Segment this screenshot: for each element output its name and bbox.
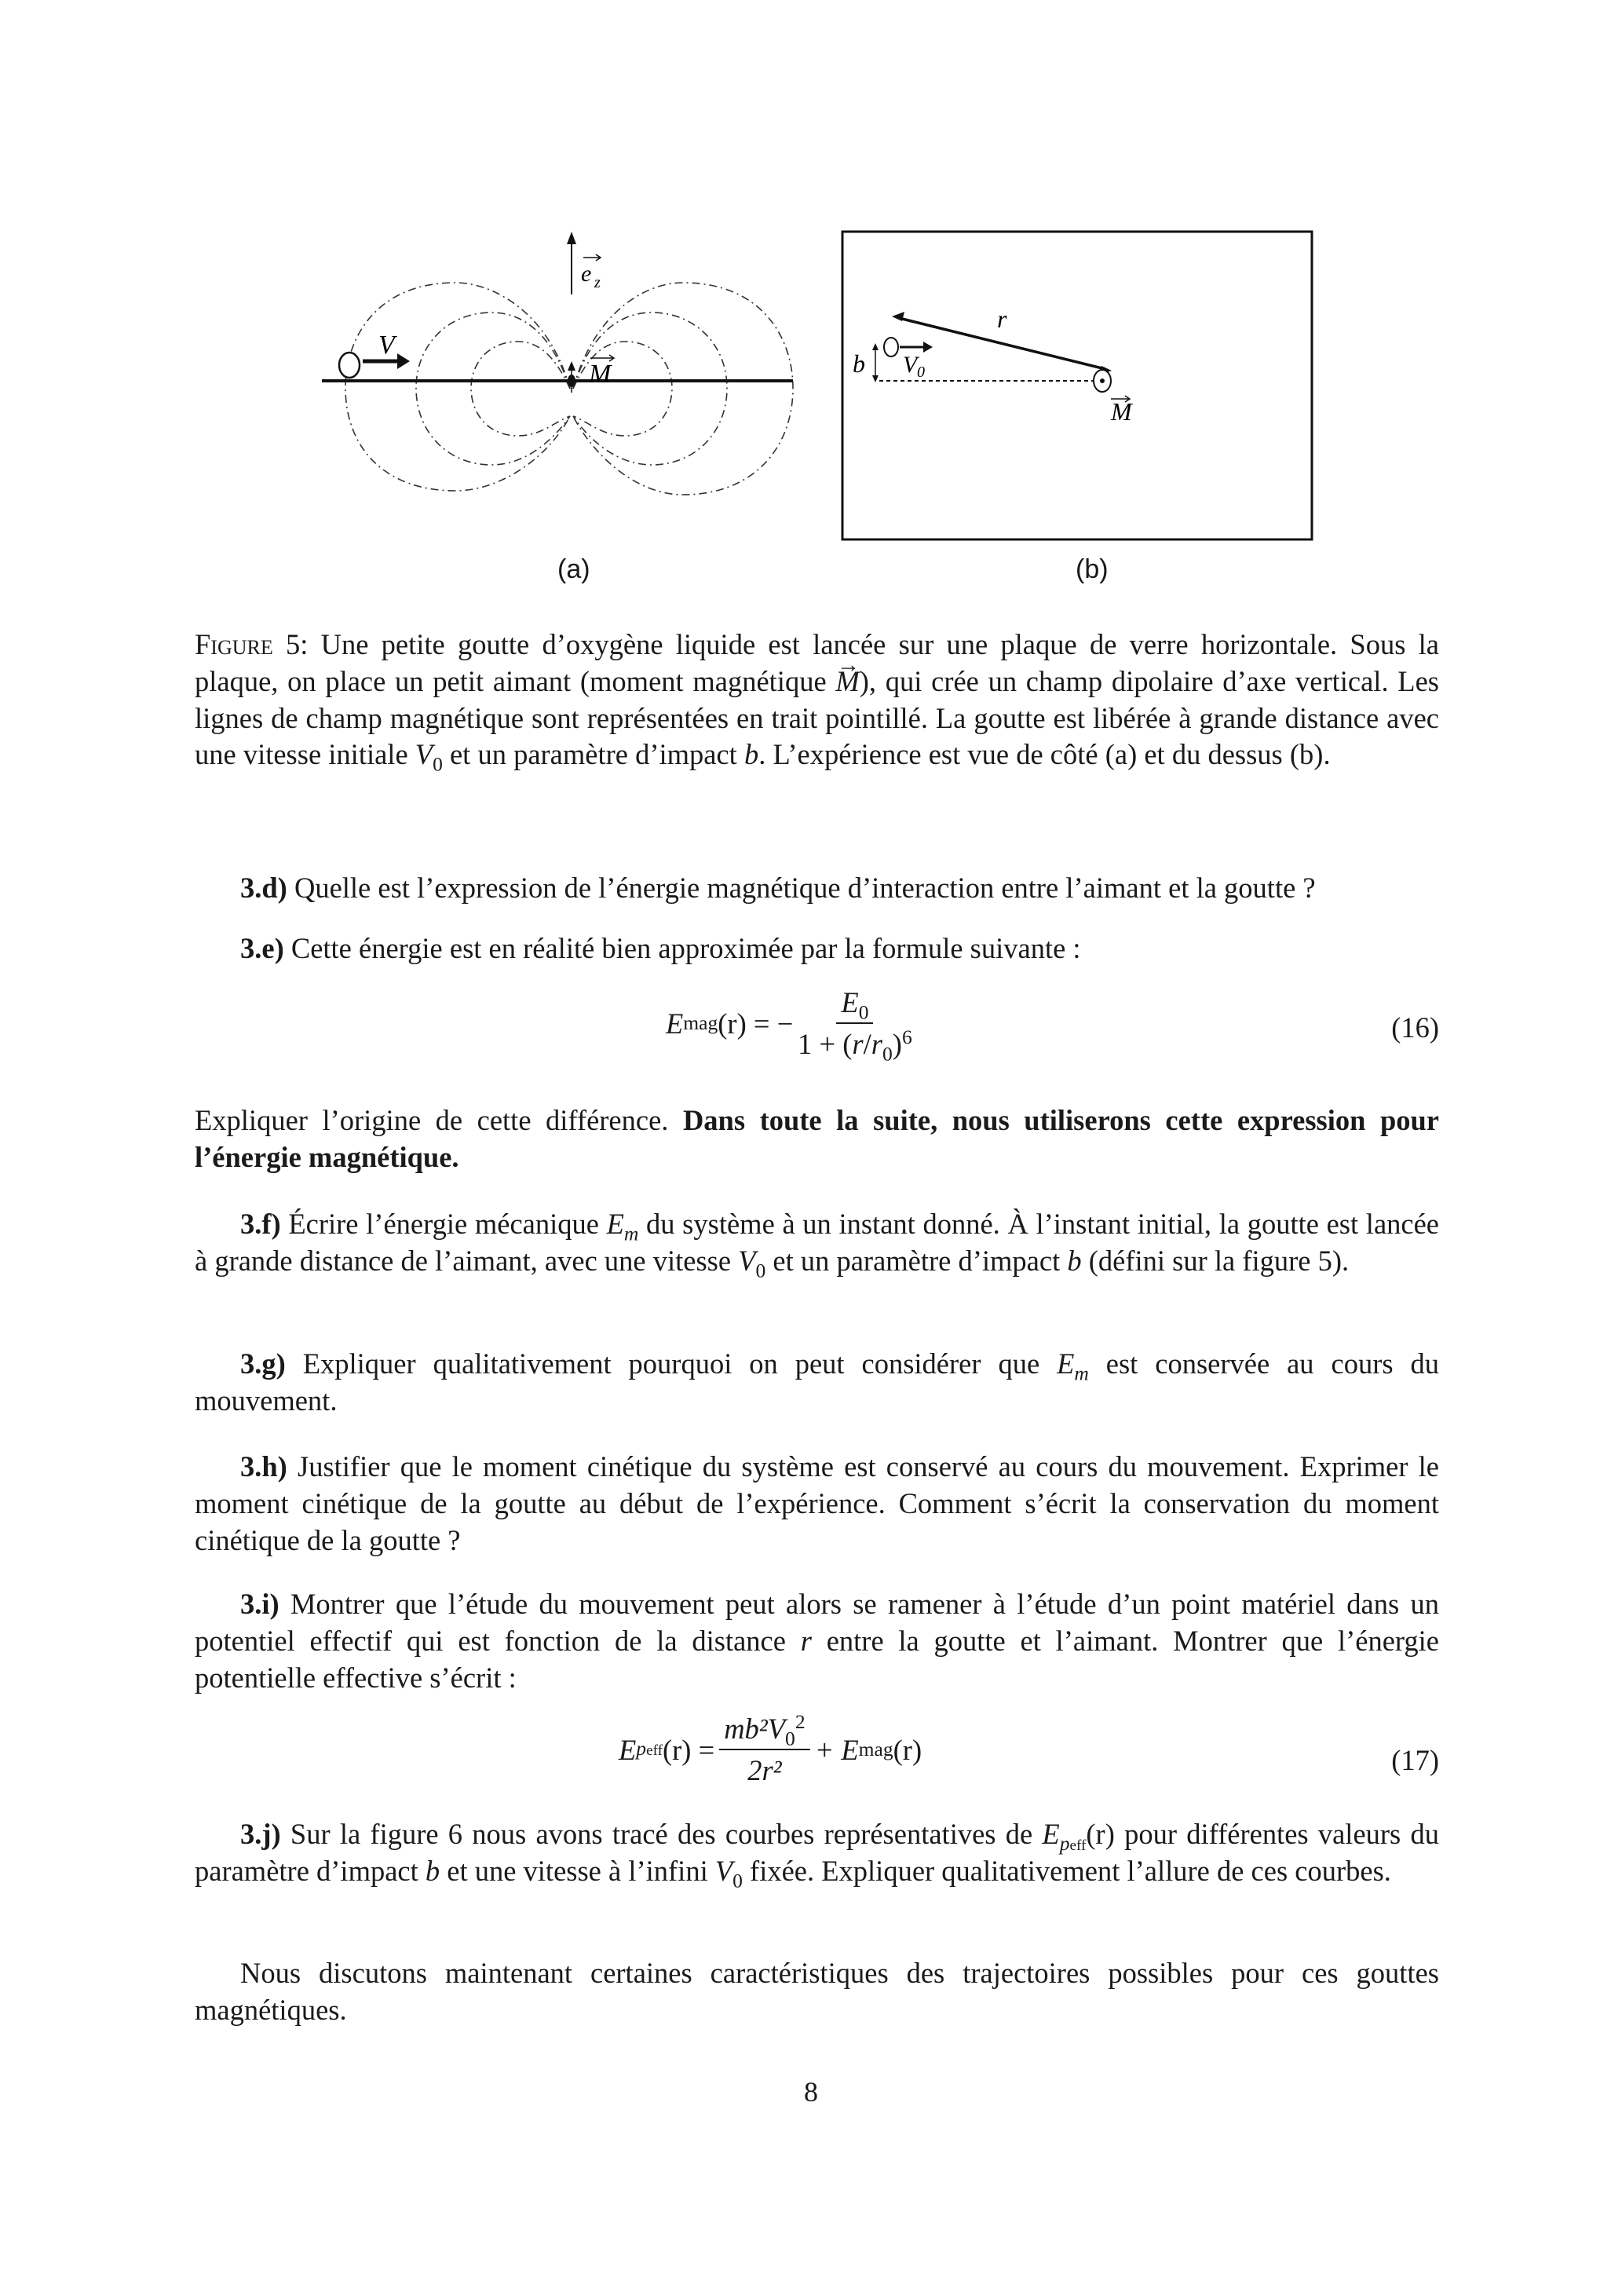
question-3i: 3.i) Montrer que l’étude du mouvement peut alors se ramener à l’étude d’un point matériel dans un potentiel effectif qui est fonction de la distance r entre la goutte et l’aimant. Montrer que l’énergie potentielle effective s’écrit : (195, 1588, 1439, 1694)
v0-label: V (903, 352, 918, 378)
equation-number: (17) (1391, 1744, 1439, 1776)
equation-number: (16) (1391, 1011, 1439, 1044)
figure-5a-side-view (314, 220, 809, 518)
figure-5b-top-view (840, 229, 1316, 543)
moment-label-a: M (589, 360, 612, 389)
distance-r-label: r (997, 305, 1007, 333)
velocity-label: V (378, 331, 395, 360)
question-3e: 3.e) Cette énergie est en réalité bien approximée par la formule suivante : (240, 932, 1081, 964)
question-3g: 3.g) Expliquer qualitativement pourquoi on peut considérer que $E_m$ est conservée au cours du mouvement. (195, 1347, 1439, 1417)
moment-label-b: M (1111, 397, 1132, 426)
paragraph-final: Nous discutons maintenant certaines caractéristiques des trajectoires possibles pour ces gouttes magnétiques. (195, 1957, 1439, 2026)
figure-b-label: (b) (1076, 554, 1109, 584)
impact-b-label: b (853, 349, 865, 378)
svg-text:0: 0 (917, 364, 925, 381)
figure-a-label: (a) (557, 554, 590, 584)
page-number: 8 (804, 2076, 818, 2108)
svg-text:z: z (594, 274, 601, 291)
droplet-icon (884, 338, 898, 356)
figure-caption: Figure 5: Une petite goutte d’oxygène liquide est lancée sur une plaque de verre horizontale. Sous la plaque, on place un petit aimant (moment magnétique → M), qui crée un champ dipolaire d’axe vertical. Les lignes de champ magnétique sont représentées en trait pointillé. La goutte est libérée à grande distance avec une vitesse initiale $V_0$ et un paramètre d’impact b. L’expérience est vue de côté (a) et du dessus (b). (195, 627, 1439, 773)
paragraph-explain: Expliquer l’origine de cette différence. Dans toute la suite, nous utiliserons cette expression pour l’énergie magnétique. (195, 1104, 1439, 1173)
question-3d: 3.d) Quelle est l’expression de l’énergie magnétique d’interaction entre l’aimant et la goutte ? (240, 872, 1316, 904)
question-3j: 3.j) Sur la figure 6 nous avons tracé des courbes représentatives de $E_{peff}(r)$ pour différentes valeurs du paramètre d’impact b et une vitesse à l’infini $V_0$ fixée. Expliquer qualitativement l’allure de ces courbes. (195, 1818, 1439, 1892)
droplet-icon (339, 353, 360, 378)
question-3f: 3.f) Écrire l’énergie mécanique $E_m$ du système à un instant donné. À l’instant initial, la goutte est lancée à grande distance de l’aimant, avec une vitesse $V_0$ et un paramètre d’impact b (défini sur la figure 5). (195, 1208, 1439, 1282)
question-3h: 3.h) Justifier que le moment cinétique du système est conservé au cours du mouvement. Exprimer le moment cinétique de la goutte au début de l’expérience. Comment s’écrit la conservation du moment cinétique de la goutte ? (195, 1450, 1439, 1556)
ez-label: e (581, 261, 592, 287)
